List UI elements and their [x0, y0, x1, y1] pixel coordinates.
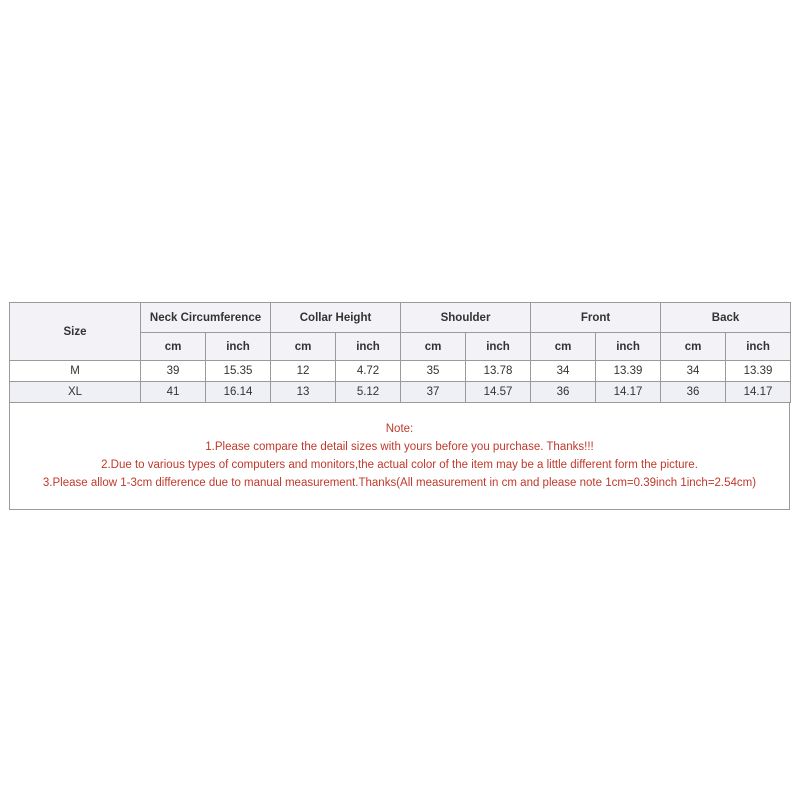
- table-cell: 13.78: [466, 361, 531, 382]
- table-cell: 37: [401, 382, 466, 403]
- note-line-1: 1.Please compare the detail sizes with yours before you purchase. Thanks!!!: [205, 441, 594, 453]
- header-collar-height: Collar Height: [271, 303, 401, 333]
- unit-inch: inch: [596, 333, 661, 361]
- unit-inch: inch: [206, 333, 271, 361]
- table-cell: 41: [141, 382, 206, 403]
- size-header: Size: [10, 303, 141, 361]
- size-table: [9, 302, 791, 403]
- note-line-3: 3.Please allow 1-3cm difference due to manual measurement.Thanks(All measurement in cm and please note 1cm=0.39inch 1inch=2.54cm): [42, 477, 757, 489]
- header-back: Back: [661, 303, 791, 333]
- table-cell: 35: [401, 361, 466, 382]
- header-shoulder: Shoulder: [401, 303, 531, 333]
- table-cell: 34: [531, 361, 596, 382]
- table-cell: 36: [531, 382, 596, 403]
- table-cell: 13: [271, 382, 336, 403]
- table-cell: 39: [141, 361, 206, 382]
- header-neck-circumference: Neck Circumference: [141, 303, 271, 333]
- size-cell: M: [10, 361, 141, 382]
- table-row: [10, 382, 791, 403]
- note-line-2: 2.Due to various types of computers and monitors,the actual color of the item may be a little different form the picture.: [101, 459, 698, 471]
- table-cell: 13.39: [726, 361, 791, 382]
- table-cell: 4.72: [336, 361, 401, 382]
- table-cell: 16.14: [206, 382, 271, 403]
- notes-panel: [9, 403, 790, 510]
- table-cell: 15.35: [206, 361, 271, 382]
- size-cell: XL: [10, 382, 141, 403]
- table-cell: 14.17: [726, 382, 791, 403]
- unit-inch: inch: [466, 333, 531, 361]
- unit-inch: inch: [726, 333, 791, 361]
- unit-cm: cm: [661, 333, 726, 361]
- table-cell: 34: [661, 361, 726, 382]
- unit-inch: inch: [336, 333, 401, 361]
- unit-cm: cm: [141, 333, 206, 361]
- table-cell: 12: [271, 361, 336, 382]
- unit-cm: cm: [271, 333, 336, 361]
- table-cell: 36: [661, 382, 726, 403]
- notes-title: Note:: [385, 423, 414, 435]
- table-cell: 14.57: [466, 382, 531, 403]
- table-cell: 5.12: [336, 382, 401, 403]
- table-header-row: [10, 303, 791, 333]
- table-cell: 14.17: [596, 382, 661, 403]
- header-front: Front: [531, 303, 661, 333]
- table-cell: 13.39: [596, 361, 661, 382]
- size-chart: [9, 302, 790, 510]
- table-row: [10, 361, 791, 382]
- unit-cm: cm: [531, 333, 596, 361]
- unit-cm: cm: [401, 333, 466, 361]
